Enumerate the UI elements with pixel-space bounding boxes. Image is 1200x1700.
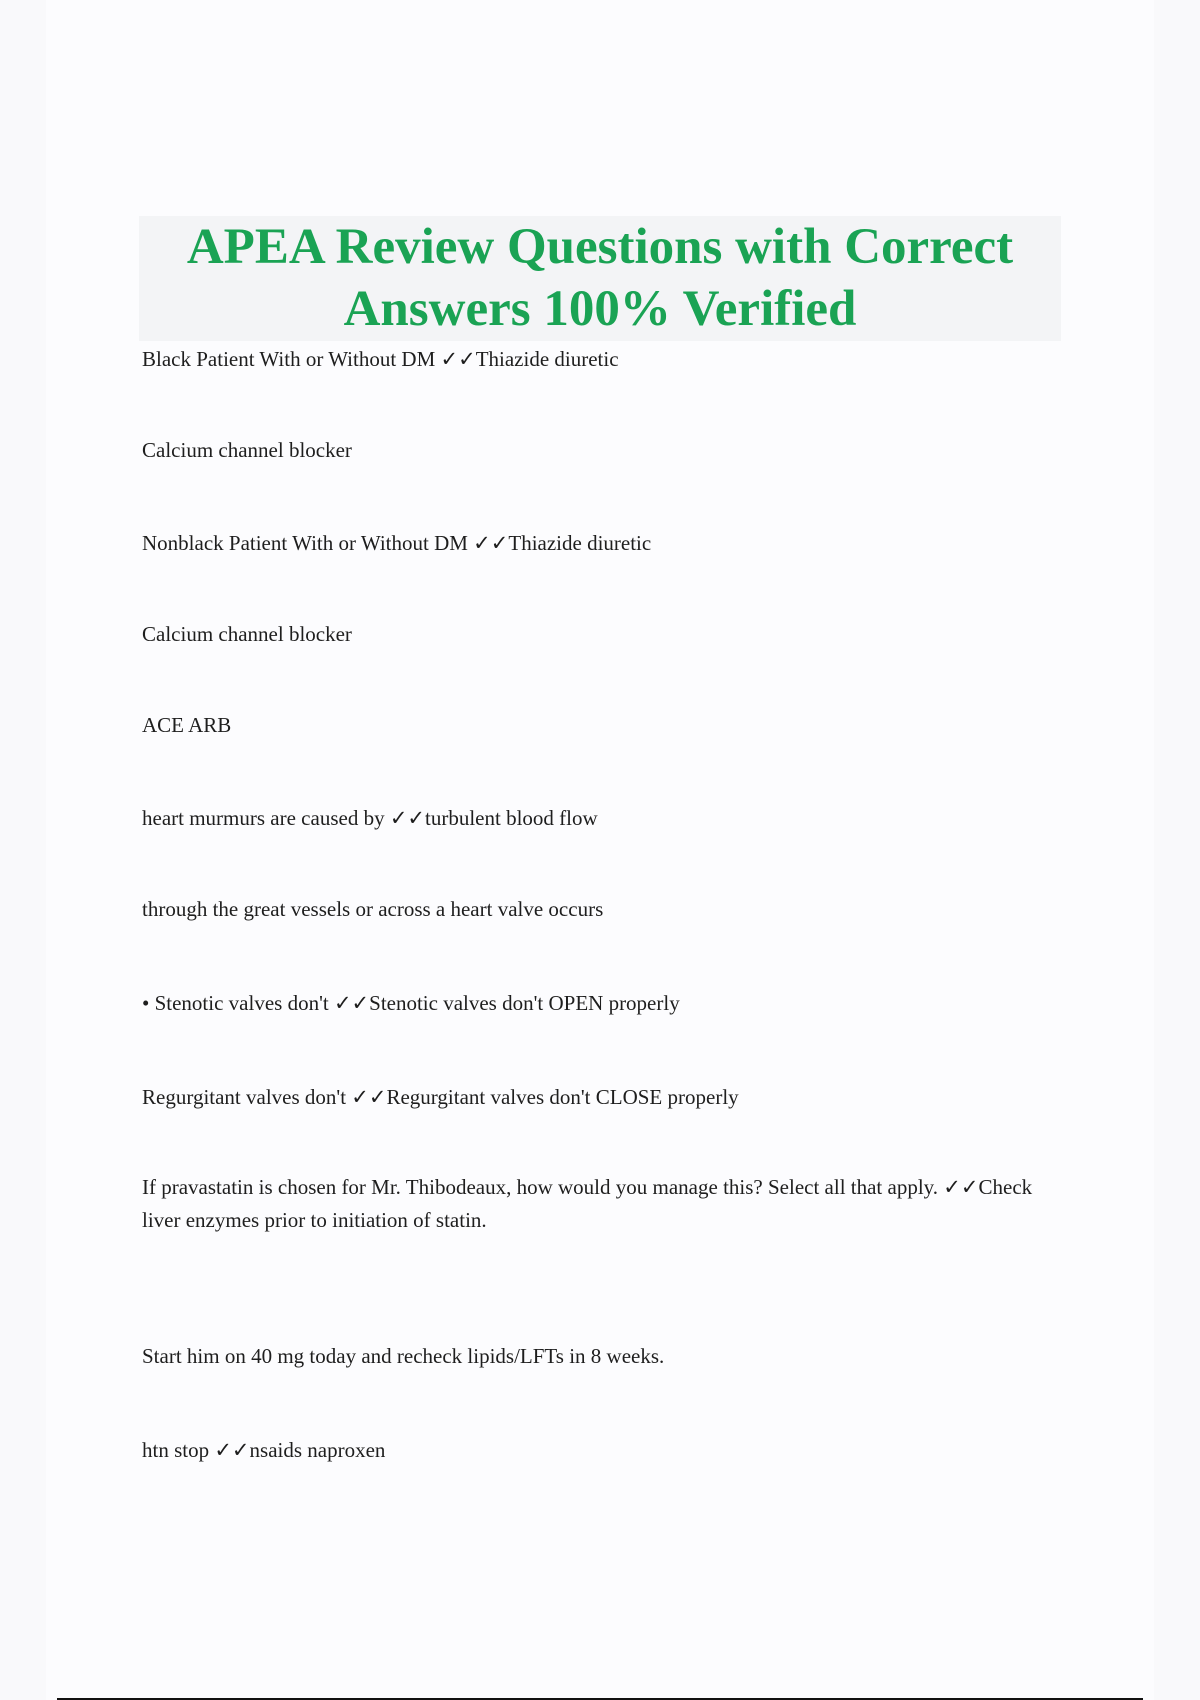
- qa-line: • Stenotic valves don't ✓✓Stenotic valves don't OPEN properly: [142, 991, 680, 1015]
- qa-line: Calcium channel blocker: [142, 622, 352, 646]
- qa-line: heart murmurs are caused by ✓✓turbulent blood flow: [142, 806, 598, 830]
- qa-line: ACE ARB: [142, 713, 232, 737]
- document-title: APEA Review Questions with Correct Answers 100% Verified: [186, 219, 1014, 337]
- qa-line: Black Patient With or Without DM ✓✓Thiazide diuretic: [142, 347, 619, 371]
- qa-line: Calcium channel blocker: [142, 438, 352, 462]
- qa-line: If pravastatin is chosen for Mr. Thibodeaux, how would you manage this? Select all that apply. ✓✓Check liver enzymes prior to initiation of statin.: [142, 1175, 1033, 1232]
- qa-line: Regurgitant valves don't ✓✓Regurgitant valves don't CLOSE properly: [142, 1085, 739, 1109]
- qa-line: htn stop ✓✓nsaids naproxen: [142, 1438, 386, 1462]
- qa-line: through the great vessels or across a heart valve occurs: [142, 897, 604, 921]
- qa-line: Nonblack Patient With or Without DM ✓✓Thiazide diuretic: [142, 531, 652, 555]
- qa-line: Start him on 40 mg today and recheck lipids/LFTs in 8 weeks.: [142, 1344, 665, 1368]
